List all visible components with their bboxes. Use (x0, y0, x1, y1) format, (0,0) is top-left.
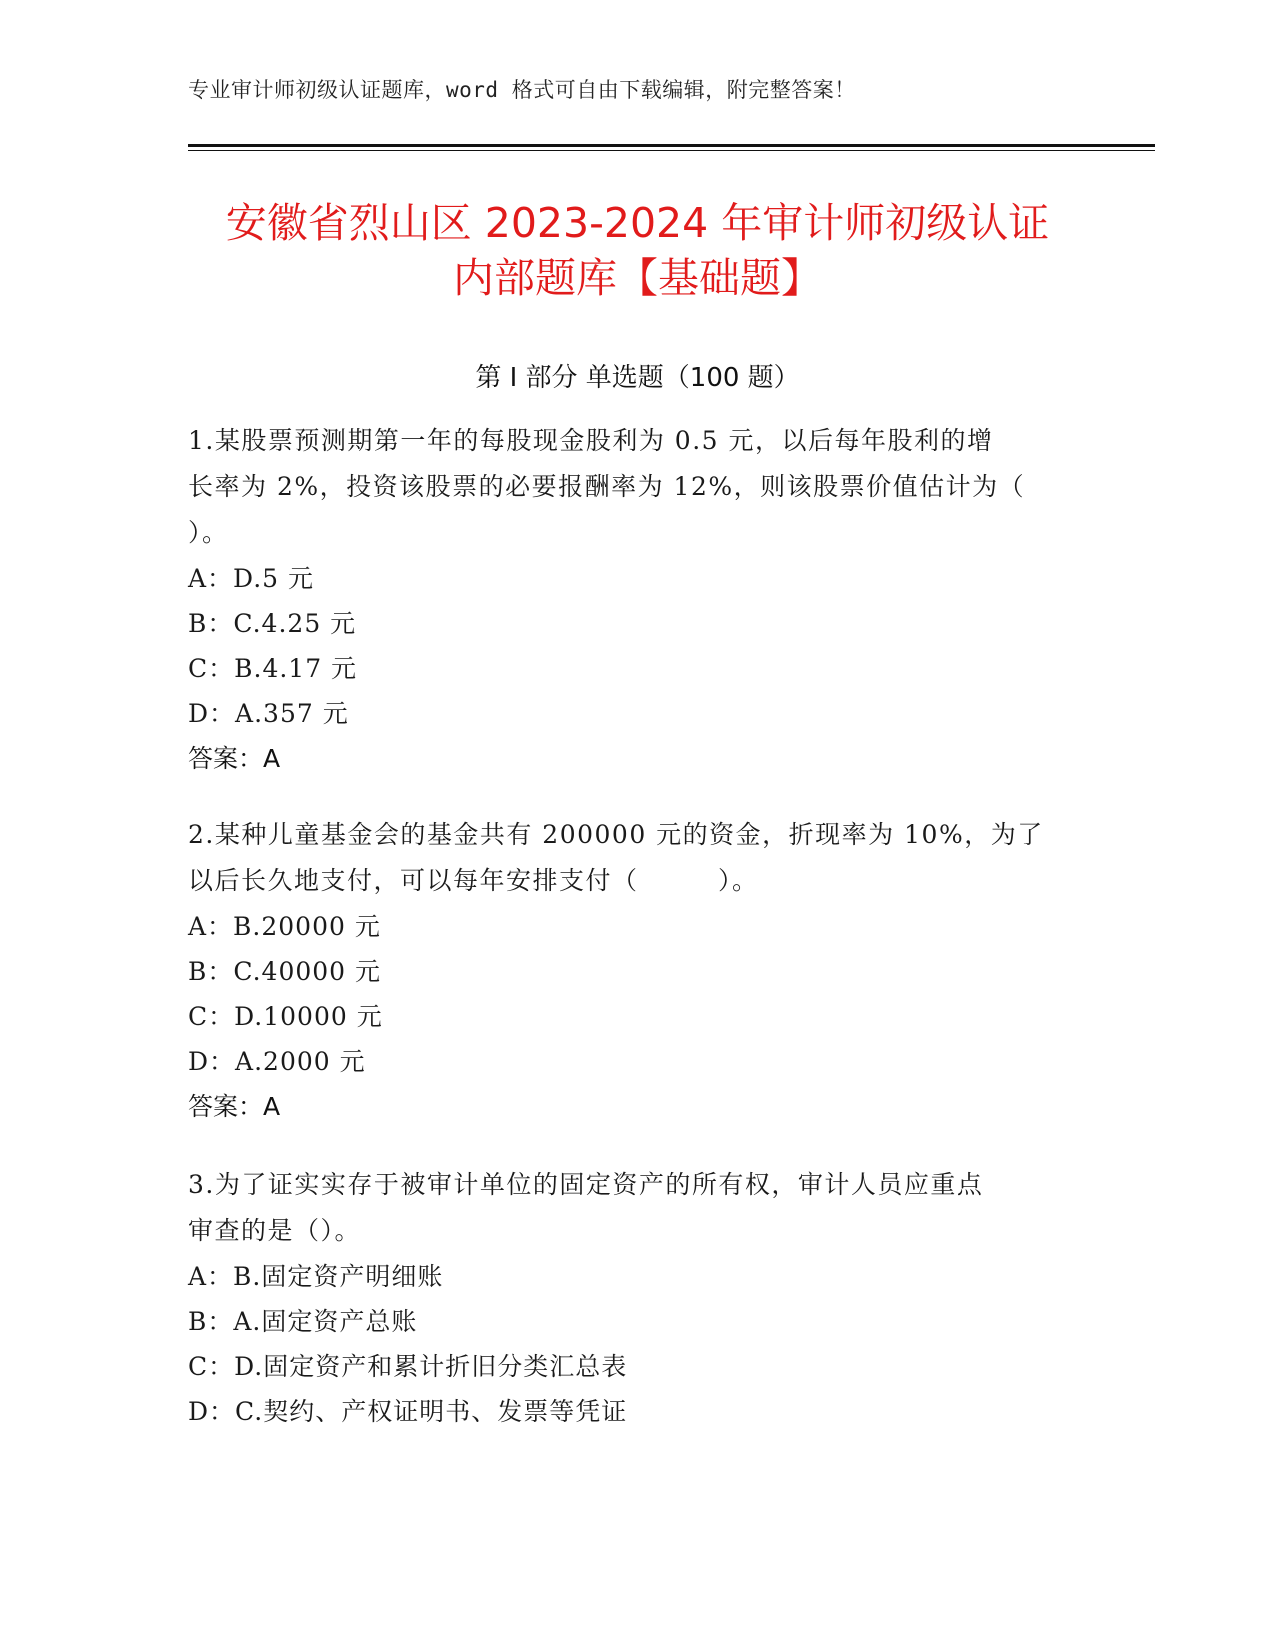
question-2 (188, 812, 1068, 1130)
document-title-line-1: 安徽省烈山区 2023-2024 年审计师初级认证 (225, 199, 1050, 247)
option-c: C：D.10000 元 (188, 1002, 383, 1031)
question-stem (188, 418, 1068, 556)
option-a: A：B.20000 元 (188, 912, 381, 941)
option-b: B：A.固定资产总账 (188, 1307, 418, 1336)
document-title (0, 196, 1275, 306)
answer: 答案：A (188, 1092, 281, 1121)
document-title-line-2: 内部题库【基础题】 (453, 254, 822, 302)
option-d: D：A.357 元 (188, 699, 349, 728)
option-a: A：B.固定资产明细账 (188, 1262, 444, 1291)
option-c: C：D.固定资产和累计折旧分类汇总表 (188, 1352, 628, 1381)
stem-line: 以后长久地支付，可以每年安排支付（ ）。 (188, 866, 759, 895)
header-divider-thick (188, 144, 1155, 147)
question-stem (188, 812, 1068, 904)
section-title: 第 I 部分 单选题（100 题） (475, 363, 800, 393)
option-d: D：C.契约、产权证明书、发票等凭证 (188, 1397, 628, 1426)
stem-line: 长率为 2%，投资该股票的必要报酬率为 12%，则该股票价值估计为（ (188, 472, 1026, 501)
option-a: A：D.5 元 (188, 564, 315, 593)
stem-line: 审查的是（）。 (188, 1216, 362, 1245)
stem-line: ）。 (188, 518, 229, 547)
question-stem (188, 1162, 1068, 1254)
header-divider-thin (188, 150, 1155, 151)
stem-line: 2.某种儿童基金会的基金共有 200000 元的资金，折现率为 10%，为了 (188, 820, 1044, 849)
option-b: B：C.4.25 元 (188, 609, 357, 638)
option-c: C：B.4.17 元 (188, 654, 358, 683)
question-3 (188, 1162, 1068, 1434)
stem-line: 3.为了证实实存于被审计单位的固定资产的所有权，审计人员应重点 (188, 1170, 984, 1199)
question-1 (188, 418, 1068, 782)
answer: 答案：A (188, 744, 281, 773)
option-d: D：A.2000 元 (188, 1047, 366, 1076)
header-note: 专业审计师初级认证题库，word 格式可自由下载编辑，附完整答案！ (188, 78, 856, 102)
option-b: B：C.40000 元 (188, 957, 382, 986)
stem-line: 1.某股票预测期第一年的每股现金股利为 0.5 元，以后每年股利的增 (188, 426, 994, 455)
